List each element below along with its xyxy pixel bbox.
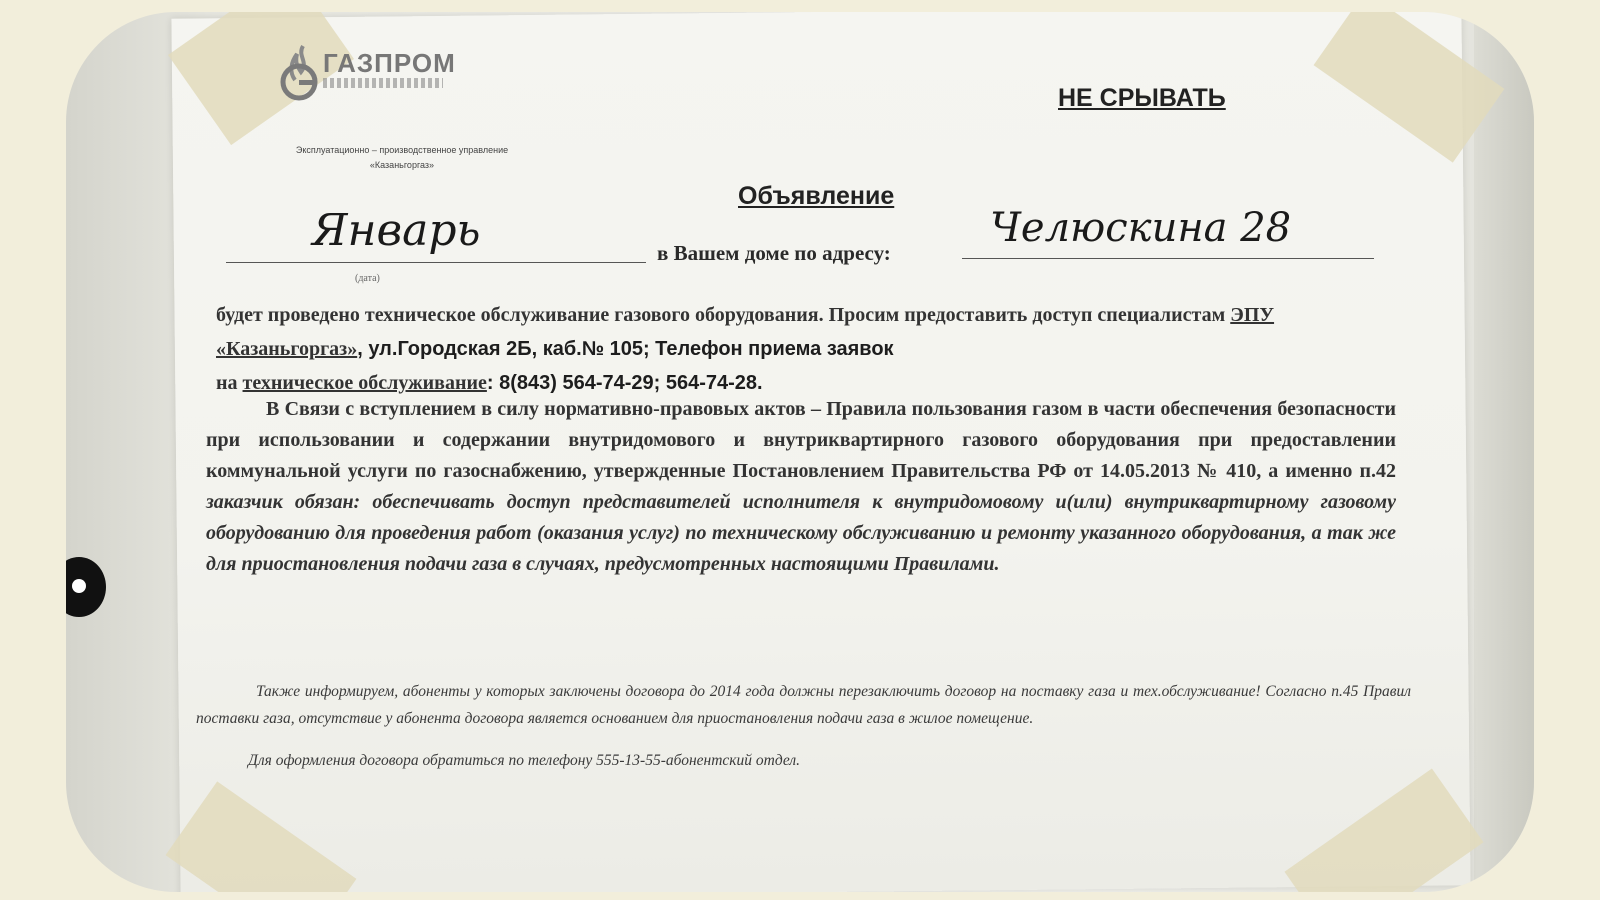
legal-obligation-text: заказчик обязан: обеспечивать доступ представителей исполнителя к внутридомовому и(или) внутриквартирному газовому оборудованию для проведения работ (оказания услуг) по техническому обслуживанию и ремонту указанного оборудования, а так же для приостановления подачи газа в случаях, предусмотренных настоящими Правилами. [206,491,1396,575]
phone-numbers: : 8(843) 564-74-29; 564-74-28. [486,372,763,394]
contract-paragraph [196,678,1411,732]
contact-line: Для оформления договора обратиться по телефону 555-13-55-абонентский отдел. [248,752,801,769]
organization-line-2: «Казаньгоргаз» [369,160,435,170]
office-address: , ул.Городская 2Б, каб.№ 105; Телефон приема заявок [357,338,894,360]
gazprom-logo [275,42,455,112]
logo-subline [323,78,443,88]
service-link-text: техническое обслуживание [242,372,487,394]
maintenance-text: будет проведено техническое обслуживание газового оборудования. Просим предоставить доступ специалистам [216,304,1231,326]
organization-line-1: Эксплуатационно – производственное управление [295,145,509,155]
logo-text: ГАЗПРОМ [323,48,456,78]
notice-title: Объявление [738,182,895,210]
date-line [226,262,646,263]
legal-text: В Связи с вступлением в силу нормативно-правовых актов – Правила пользования газом в части обеспечения безопасности при использовании и содержании внутридомового и внутриквартирного газового оборудования при предоставлении коммунальной услуги по газоснабжению, утвержденные Постановлением Правительства РФ от 14.05.2013 № 410, а именно п.42 [206,398,1396,482]
maintenance-paragraph [216,298,1416,400]
address-line [962,258,1374,259]
epu-name: ЭПУ «Казаньгоргаз» [216,304,1275,360]
flame-icon [275,42,323,102]
organization-name [222,143,582,173]
handwritten-address: Челюскина 28 [990,205,1292,251]
contract-text: Также информируем, абоненты у которых заключены договора до 2014 года должны перезаключить договор на поставку газа и тех.обслуживание! Согласно п.45 Правил поставки газа, отсутствие у абонента договора является основанием для приостановления подачи газа в жилое помещение. [196,683,1411,727]
door-knob [66,557,106,617]
address-label: в Вашем доме по адресу: [657,241,891,265]
date-caption: (дата) [355,273,380,284]
wall-edge [1474,12,1534,892]
legal-paragraph [206,394,1396,580]
maintenance-text-2: на [216,372,243,394]
handwritten-date: Январь [312,205,481,256]
do-not-tear-notice: НЕ СРЫВАТЬ [1058,84,1226,112]
